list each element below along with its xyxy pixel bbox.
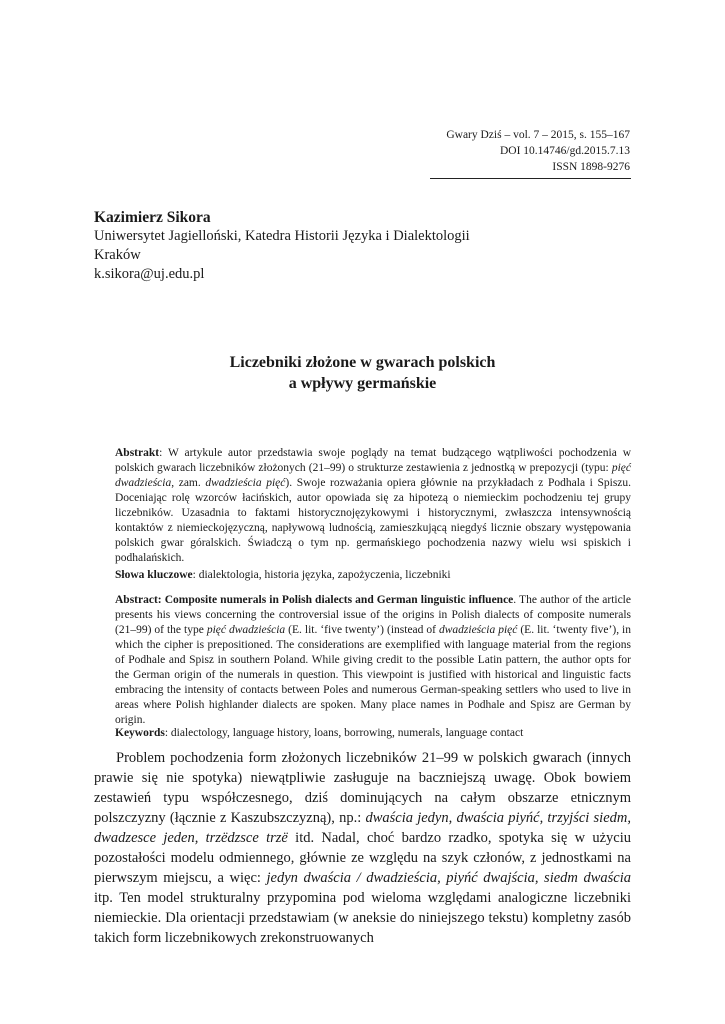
abstract-en [115,593,631,728]
body-examples-1: dwaścia jedyn, dwaścia piyńć, trzyjści siedm, dwadzesce jeden, trzëdzsce trzë [94,810,631,846]
author-name: Kazimierz Sikora [94,209,211,226]
author-block [94,208,470,284]
article-title [94,352,631,394]
abstract-en-italic-2: dwadzieścia pięć [438,624,518,636]
author-city: Kraków [94,247,141,263]
author-affiliation: Uniwersytet Jagielloński, Katedra Historii Języka i Dialektologii [94,228,470,244]
abstract-en-text-2: (E. lit. ‘five twenty’) (instead of [285,624,439,636]
abstract-pl-italic-2: dwadzieścia pięć [205,477,286,489]
body-examples-2: jedyn dwaścia / dwadzieścia, piyńć dwajścia, siedm dwaścia [266,870,631,886]
abstract-pl-label: Abstrakt [115,447,160,459]
abstract-en-label: Abstract: Composite numerals in Polish dialects and German linguistic influence [115,594,514,606]
title-line-2: a wpływy germańskie [288,375,437,392]
author-email: k.sikora@uj.edu.pl [94,266,205,282]
body-text-3: itp. Ten model strukturalny przypomina pod wieloma względami analogiczne liczebniki niemieckie. Dla orientacji przedstawiam (w aneksie do niniejszego tekstu) kompletny zasób takich form liczebnikowych zrekonstruowanych [94,890,631,946]
header-rule [430,178,631,179]
abstract-pl-text-1: : W artykule autor przedstawia swoje poglądy na temat budzącego wątpliwości pochodzenia w polskich gwarach liczebników złożonych (21–99) o strukturze zestawienia z jednostką w prepozycji (typu: [115,447,631,474]
keywords-en-text: : dialectology, language history, loans, borrowing, numerals, language contact [164,727,524,739]
keywords-pl-text: : dialektologia, historia języka, zapożyczenia, liczebniki [192,569,451,581]
keywords-en [115,726,631,741]
body-text-2: itd. Nadal, choć bardzo rzadko, spotyka się w użyciu pozostałości modelu odmiennego, głównie ze względu na szyk członów, z jednostkami na pierwszym miejscu, a więc: [94,830,631,886]
journal-issn: ISSN 1898-9276 [552,161,630,173]
keywords-pl [115,568,631,583]
abstract-en-italic-1: pięć dwadzieścia [206,624,286,636]
abstract-pl [115,446,631,566]
body-text [94,748,631,948]
journal-doi: DOI 10.14746/gd.2015.7.13 [499,145,630,157]
journal-info [446,127,630,175]
body-paragraph [94,748,631,948]
title-line-1: Liczebniki złożone w gwarach polskich [229,354,496,371]
body-text-1: Problem pochodzenia form złożonych liczebników 21–99 w polskich gwarach (innych prawie się nie spotyka) niewątpliwie zasługuje na baczniejszą uwagę. Obok bowiem zestawień typu współczesnego, dziś dominujących na całym obszarze etnicznym polszczyzny (łącznie z Kaszubszczyzną), np.: [94,750,631,826]
abstract-en-text-3: (E. lit. ‘twenty five’), in which the cipher is prepositioned. The considerations are exemplified with language material from the regions of Podhale and Spisz in southern Poland. While giving credit to the possible Latin pattern, the author opts for the German origin of the numerals in question. This viewpoint is justified with historical and linguistic facts embracing the intensity of contacts between Poles and numerous German-speaking settlers who used to live in areas where Polish highlander dialects are spoken. Many place names in Podhale and Spisz are German by origin. [115,624,632,726]
abstract-pl-text-2: , zam. [171,477,206,489]
journal-citation: Gwary Dziś – vol. 7 – 2015, s. 155–167 [446,129,630,141]
keywords-pl-label: Słowa kluczowe [115,569,193,581]
abstract-en-text-1: . The author of the article presents his views concerning the controversial issue of the origins in Polish dialects of composite numerals (21–99) of the type [115,594,631,636]
keywords-en-label: Keywords [115,727,165,739]
abstract-pl-italic-1: pięć dwadzieścia [115,462,631,489]
abstract-pl-text-3: ). Swoje rozważania opiera głównie na przykładach z Podhala i Spiszu. Doceniając rolę wzorców łacińskich, autor opowiada się za hipotezą o niemieckim pochodzeniu tej grupy liczebników. Uzasadnia to faktami historycznojęzykowymi i historycznymi, zwłaszcza intensywnością kontaktów z niemieckojęzyczną, napływową ludnością, zamieszkującą niegdyś licznie obszary występowania polskich gwar góralskich. Świadczą o tym np. germańskiego pochodzenia nazwy wielu wsi spiskich i podhalańskich. [115,477,632,564]
